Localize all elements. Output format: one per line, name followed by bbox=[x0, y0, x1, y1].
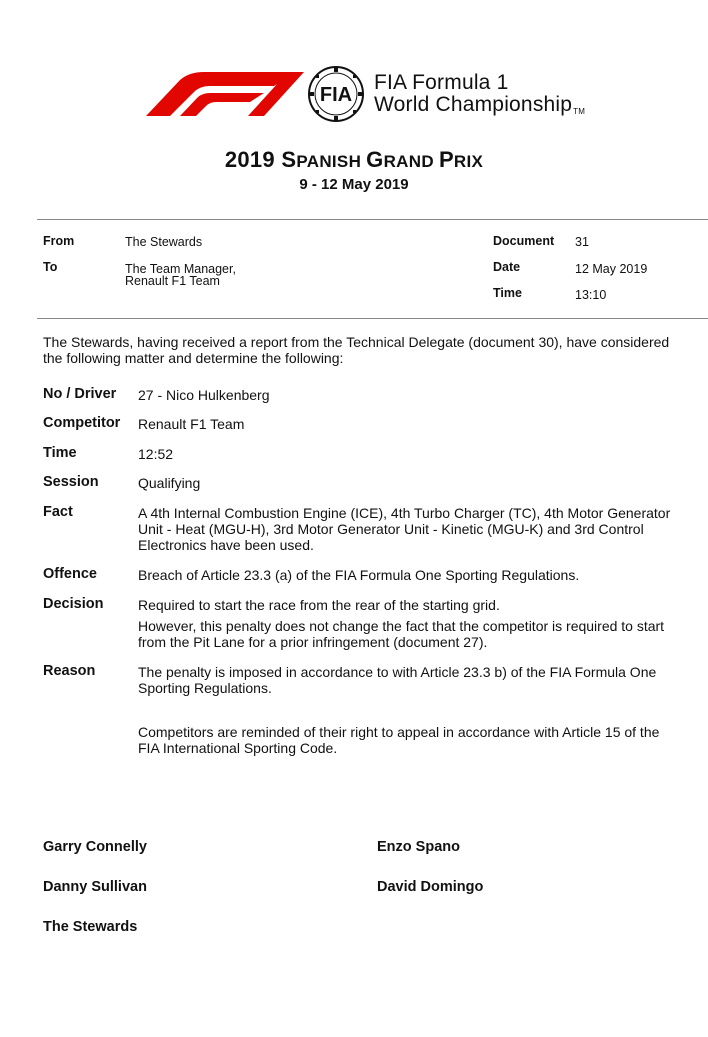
decision-label: Decision bbox=[43, 596, 104, 612]
logo-wordmark bbox=[374, 72, 585, 116]
time-row-label: Time bbox=[43, 445, 77, 461]
appeal-line2: FIA International Sporting Code. bbox=[138, 740, 338, 756]
decision-line2: However, this penalty does not change the fact that the competitor is required to start bbox=[138, 618, 665, 634]
time-value: 13:10 bbox=[575, 288, 607, 302]
from-label: From bbox=[43, 234, 75, 248]
fact-line3: Electronics have been used. bbox=[138, 537, 314, 553]
reason-value bbox=[138, 664, 708, 696]
time-row-value: 12:52 bbox=[138, 446, 174, 462]
fact-value bbox=[138, 505, 708, 553]
fia-seal-text: FIA bbox=[319, 84, 353, 106]
intro-line2: the following matter and determine the following: bbox=[43, 350, 344, 366]
competitor-label: Competitor bbox=[43, 415, 121, 431]
title-word2-rest: RAND bbox=[383, 152, 439, 171]
driver-value: 27 - Nico Hulkenberg bbox=[138, 387, 270, 403]
title-word1-rest: PANISH bbox=[296, 152, 367, 171]
intro-line1: The Stewards, having received a report from the Technical Delegate (document 30), have considered bbox=[43, 334, 670, 350]
fact-line2: Unit - Heat (MGU-H), 3rd Motor Generator Unit - Kinetic (MGU-K) and 3rd Control bbox=[138, 521, 644, 537]
title-word3-cap: P bbox=[438, 147, 454, 172]
decision-line1: Required to start the race from the rear of the starting grid. bbox=[138, 597, 500, 613]
document-label: Document bbox=[493, 234, 555, 248]
fact-line1: A 4th Internal Combustion Engine (ICE), 4th Turbo Charger (TC), 4th Motor Generator bbox=[138, 505, 671, 521]
competitor-value: Renault F1 Team bbox=[138, 416, 245, 432]
signature-garry-connelly: Garry Connelly bbox=[43, 839, 147, 855]
title-word2-cap: G bbox=[366, 147, 384, 172]
session-label: Session bbox=[43, 474, 99, 490]
title-word3-rest: RIX bbox=[453, 152, 484, 171]
title-year: 2019 bbox=[224, 147, 282, 172]
reason-line2: Sporting Regulations. bbox=[138, 680, 272, 696]
reason-line1: The penalty is imposed in accordance to with Article 23.3 b) of the FIA Formula One bbox=[138, 664, 657, 680]
driver-label: No / Driver bbox=[43, 386, 117, 402]
f1-logo-icon bbox=[146, 70, 304, 116]
to-label: To bbox=[43, 260, 58, 274]
intro-paragraph bbox=[43, 334, 708, 366]
session-value: Qualifying bbox=[138, 475, 201, 491]
event-title bbox=[0, 147, 708, 173]
appeal-notice bbox=[138, 724, 708, 756]
date-value: 12 May 2019 bbox=[575, 262, 648, 276]
date-label: Date bbox=[493, 260, 521, 274]
to-value-line1: The Team Manager, bbox=[125, 262, 236, 276]
fia-f1-logo bbox=[146, 66, 616, 122]
reason-label: Reason bbox=[43, 663, 96, 679]
offence-label: Offence bbox=[43, 566, 97, 582]
appeal-line1: Competitors are reminded of their right to appeal in accordance with Article 15 of the bbox=[138, 724, 660, 740]
to-value-line2: Renault F1 Team bbox=[125, 274, 220, 288]
logo-line2 bbox=[374, 94, 585, 116]
logo-line1: FIA Formula 1 bbox=[374, 71, 509, 94]
signature-david-domingo: David Domingo bbox=[377, 879, 484, 895]
fia-seal-icon bbox=[304, 66, 368, 122]
signature-danny-sullivan: Danny Sullivan bbox=[43, 879, 147, 895]
divider-bottom bbox=[37, 318, 708, 319]
event-dates: 9 - 12 May 2019 bbox=[299, 176, 409, 193]
logo-line2-text: World Championship bbox=[374, 93, 573, 116]
time-label: Time bbox=[493, 286, 522, 300]
from-value: The Stewards bbox=[125, 235, 203, 249]
fact-label: Fact bbox=[43, 504, 73, 520]
document-value: 31 bbox=[575, 235, 589, 249]
trademark-mark: TM bbox=[573, 107, 586, 116]
signature-enzo-spano: Enzo Spano bbox=[377, 839, 460, 855]
divider-top bbox=[37, 219, 708, 220]
offence-value: Breach of Article 23.3 (a) of the FIA Formula One Sporting Regulations. bbox=[138, 567, 580, 583]
decision-line3: from the Pit Lane for a prior infringement (document 27). bbox=[138, 634, 488, 650]
title-word1-cap: S bbox=[281, 147, 297, 172]
decision-value bbox=[138, 597, 708, 650]
signature-the-stewards: The Stewards bbox=[43, 919, 138, 935]
